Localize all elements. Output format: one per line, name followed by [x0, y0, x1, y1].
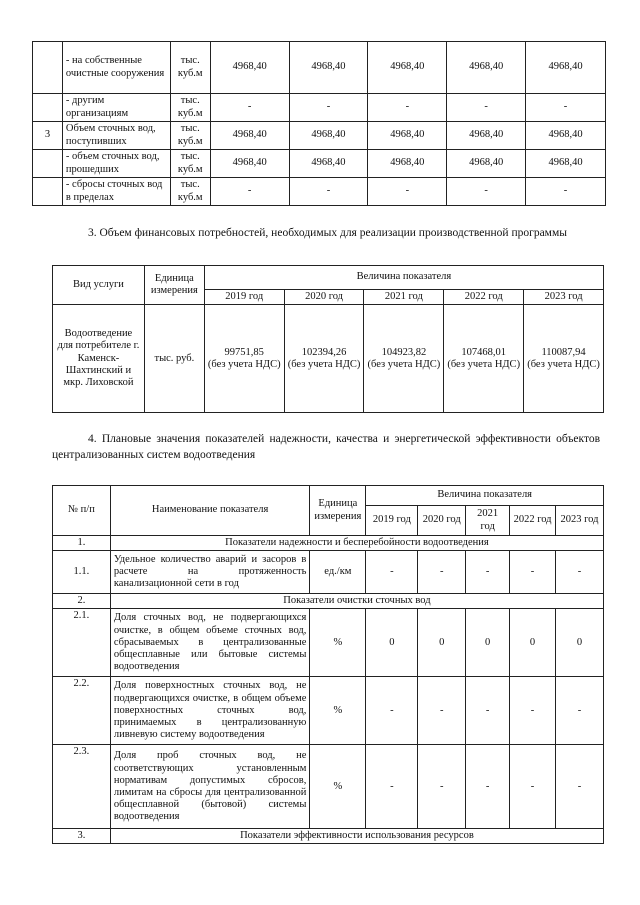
financial-needs-table [52, 265, 604, 413]
section-title: Показатели очистки сточных вод [110, 594, 603, 609]
amount-cell: 99751,85 (без учета НДС) [204, 305, 284, 413]
row-number: 2.1. [53, 609, 111, 677]
row-unit: тыс. куб.м [170, 150, 210, 178]
row-name: - объем сточных вод, прошедших [62, 150, 170, 178]
service-name: Водоотведение для потребителе г. Каменск-Шахтинский и мкр. Лиховской [53, 305, 145, 413]
row-name: - на собственные очистные сооружения [62, 42, 170, 94]
value-cell: 4968,40 [289, 122, 368, 150]
amount-cell: 102394,26 (без учета НДС) [284, 305, 364, 413]
value-cell: - [510, 551, 556, 594]
value-cell: 4968,40 [368, 150, 447, 178]
amount-cell: 104923,82 (без учета НДС) [364, 305, 444, 413]
value-cell: - [466, 745, 510, 829]
row-number [33, 94, 63, 122]
header-number: № п/п [53, 486, 111, 536]
value-cell: - [510, 745, 556, 829]
row-unit: % [310, 745, 366, 829]
value-cell: - [510, 677, 556, 745]
value-cell: 4968,40 [526, 122, 606, 150]
value-cell: 4968,40 [210, 122, 289, 150]
row-number: 1.1. [53, 551, 111, 594]
section-number: 3. [53, 829, 111, 844]
row-name: Объем сточных вод, поступивших [62, 122, 170, 150]
section-4-heading: 4. Плановые значения показателей надежности, качества и энергетической эффективности объектов централизованных систем водоотведения [52, 433, 600, 461]
header-service: Вид услуги [53, 266, 145, 305]
value-cell: - [289, 178, 368, 206]
value-cell: - [368, 94, 447, 122]
table-row [53, 677, 604, 745]
value-cell: - [366, 551, 418, 594]
value-cell: - [466, 677, 510, 745]
row-number [33, 178, 63, 206]
row-unit: тыс. куб.м [170, 122, 210, 150]
year-header: 2023 год [524, 290, 604, 305]
table-row [33, 94, 606, 122]
row-number [33, 42, 63, 94]
year-header: 2019 год [204, 290, 284, 305]
row-name: Доля сточных вод, не подвергающихся очистке, в общем объеме сточных вод, сбрасываемых в централизованные общесплавные или бытовые системы водоотведения [110, 609, 310, 677]
amount-cell: 110087,94 (без учета НДС) [524, 305, 604, 413]
value-cell: - [418, 677, 466, 745]
row-name: - другим организациям [62, 94, 170, 122]
value-cell: - [447, 178, 526, 206]
table-row [33, 122, 606, 150]
value-cell: 4968,40 [289, 42, 368, 94]
row-name: - сбросы сточных вод в пределах [62, 178, 170, 206]
year-header: 2021 год [364, 290, 444, 305]
year-header: 2019 год [366, 506, 418, 536]
section-row [53, 594, 604, 609]
value-cell: - [289, 94, 368, 122]
year-header: 2021 год [466, 506, 510, 536]
service-unit: тыс. руб. [144, 305, 204, 413]
section-row [53, 829, 604, 844]
value-cell: - [556, 677, 604, 745]
value-cell: 4968,40 [210, 150, 289, 178]
value-cell: 4968,40 [289, 150, 368, 178]
value-cell: 0 [418, 609, 466, 677]
table-row [33, 178, 606, 206]
year-header: 2020 год [418, 506, 466, 536]
row-name: Доля проб сточных вод, не соответствующих установленным нормативам допустимых сбросов, лимитам на сбросы для централизованной общесплавной (бытовой) системы водоотведения [110, 745, 310, 829]
value-cell: 0 [510, 609, 556, 677]
value-cell: - [447, 94, 526, 122]
value-cell: 0 [466, 609, 510, 677]
row-unit: тыс. куб.м [170, 178, 210, 206]
value-cell: 4968,40 [526, 150, 606, 178]
value-cell: - [368, 178, 447, 206]
header-unit: Единица измерения [310, 486, 366, 536]
header-value: Величина показателя [204, 266, 603, 290]
value-cell: 4968,40 [368, 42, 447, 94]
header-name: Наименование показателя [110, 486, 310, 536]
year-header: 2022 год [510, 506, 556, 536]
table-row [33, 150, 606, 178]
value-cell: 4968,40 [368, 122, 447, 150]
value-cell: - [466, 551, 510, 594]
year-header: 2023 год [556, 506, 604, 536]
row-number: 3 [33, 122, 63, 150]
value-cell: - [556, 745, 604, 829]
water-volume-table [32, 41, 606, 206]
row-unit: % [310, 609, 366, 677]
row-unit: тыс. куб.м [170, 42, 210, 94]
indicators-table [52, 485, 604, 844]
amount-cell: 107468,01 (без учета НДС) [444, 305, 524, 413]
value-cell: 4968,40 [447, 122, 526, 150]
section-title: Показатели надежности и бесперебойности водоотведения [110, 536, 603, 551]
row-unit: % [310, 677, 366, 745]
row-unit: ед./км [310, 551, 366, 594]
header-unit: Единица измерения [144, 266, 204, 305]
value-cell: - [418, 745, 466, 829]
section-number: 1. [53, 536, 111, 551]
section-title: Показатели эффективности использования ресурсов [110, 829, 603, 844]
table-row [53, 745, 604, 829]
value-cell: - [210, 178, 289, 206]
value-cell: - [210, 94, 289, 122]
table-row [53, 609, 604, 677]
value-cell: 0 [556, 609, 604, 677]
row-name: Удельное количество аварий и засоров в расчете на протяженность канализационной сети в год [110, 551, 310, 594]
row-number: 2.2. [53, 677, 111, 745]
section-row [53, 536, 604, 551]
value-cell: - [556, 551, 604, 594]
value-cell: 4968,40 [447, 150, 526, 178]
section-number: 2. [53, 594, 111, 609]
value-cell: - [366, 745, 418, 829]
value-cell: - [418, 551, 466, 594]
header-value: Величина показателя [366, 486, 604, 506]
value-cell: 4968,40 [210, 42, 289, 94]
table-row [53, 305, 604, 413]
year-header: 2020 год [284, 290, 364, 305]
year-header: 2022 год [444, 290, 524, 305]
value-cell: - [526, 178, 606, 206]
table-row [53, 551, 604, 594]
row-number [33, 150, 63, 178]
value-cell: - [526, 94, 606, 122]
row-number: 2.3. [53, 745, 111, 829]
value-cell: 0 [366, 609, 418, 677]
row-unit: тыс. куб.м [170, 94, 210, 122]
value-cell: 4968,40 [526, 42, 606, 94]
row-name: Доля поверхностных сточных вод, не подвергающихся очистке, в общем объеме поверхностных сточных вод, принимаемых в централизованную ливневую систему водоотведения [110, 677, 310, 745]
table-row [33, 42, 606, 94]
section-3-heading: 3. Объем финансовых потребностей, необходимых для реализации производственной программы [88, 227, 567, 239]
value-cell: - [366, 677, 418, 745]
value-cell: 4968,40 [447, 42, 526, 94]
